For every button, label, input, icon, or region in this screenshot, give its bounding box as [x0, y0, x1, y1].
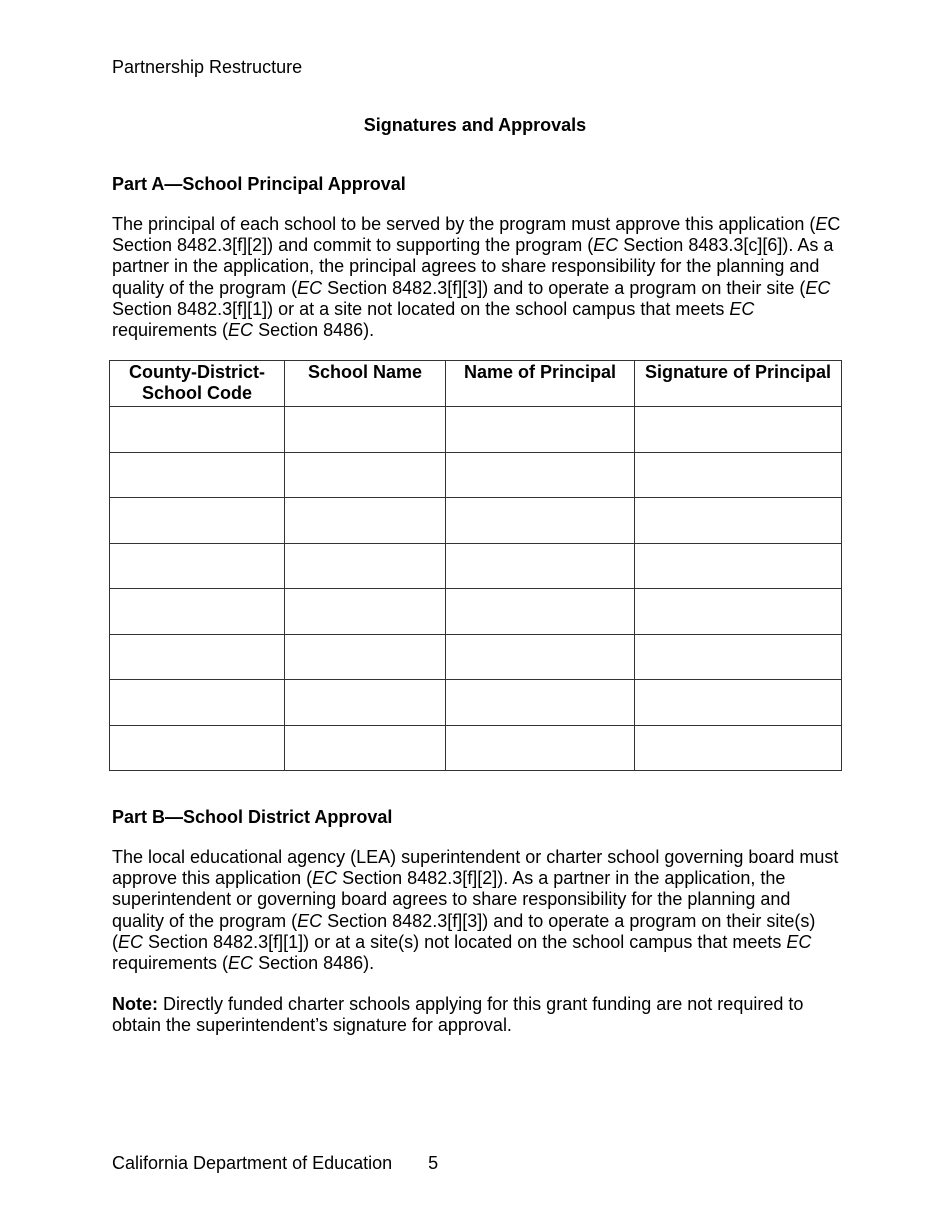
text-segment: Section 8482.3[f][1]) or at a site not located on the school campus that meets [112, 298, 730, 319]
text-segment: The principal of each school to be served by the program must approve this application ( [112, 214, 816, 234]
principal-signature-cell[interactable] [635, 407, 842, 453]
document-title: Signatures and Approvals [363, 115, 587, 135]
principal-name-cell[interactable] [446, 725, 635, 771]
table-row [110, 452, 842, 498]
principal-signature-cell[interactable] [635, 543, 842, 589]
column-header-cds-code: County-District-School Code [110, 361, 285, 407]
part-b-paragraph [112, 847, 842, 974]
cds-code-cell[interactable] [110, 452, 285, 498]
text-segment: Section 8486). [253, 320, 375, 341]
charter-note [112, 994, 842, 1036]
cds-code-cell[interactable] [110, 498, 285, 544]
school-name-cell[interactable] [285, 634, 446, 680]
text-segment: The local educational agency (LEA) superintendent or charter school governing board must approve this application ( [112, 847, 839, 889]
part-a-heading: Part A—School Principal Approval [112, 174, 406, 194]
principal-name-cell[interactable] [446, 680, 635, 726]
table-row [110, 589, 842, 635]
note-text: Directly funded charter schools applying for this grant funding are not required to obtain the superintendent’s signature for approval. [112, 994, 804, 1036]
text-segment: Section 8482.3[f][3]) and to operate a program on their site ( [322, 277, 806, 298]
school-name-cell[interactable] [285, 589, 446, 635]
table-header-row [110, 361, 842, 407]
italic-citation: EC [786, 931, 812, 952]
column-header-principal-signature: Signature of Principal [635, 361, 842, 407]
school-name-cell[interactable] [285, 543, 446, 589]
principal-signature-cell[interactable] [635, 725, 842, 771]
principal-name-cell[interactable] [446, 589, 635, 635]
school-name-cell[interactable] [285, 407, 446, 453]
cds-code-cell[interactable] [110, 634, 285, 680]
part-a-paragraph [112, 214, 842, 341]
principal-signature-cell[interactable] [635, 680, 842, 726]
page-number: 5 [428, 1153, 439, 1173]
principal-signature-cell[interactable] [635, 634, 842, 680]
principal-signature-cell[interactable] [635, 452, 842, 498]
cds-code-cell[interactable] [110, 680, 285, 726]
principal-name-cell[interactable] [446, 407, 635, 453]
italic-citation: EC [228, 953, 254, 974]
footer-organization: California Department of Education [112, 1153, 393, 1173]
school-name-cell[interactable] [285, 725, 446, 771]
italic-citation: EC [118, 931, 144, 952]
text-segment: C Section 8482.3[f][2]) and commit to supporting the program ( [112, 214, 841, 256]
italic-citation: EC [297, 277, 323, 298]
cds-code-cell[interactable] [110, 589, 285, 635]
principal-approval-table [109, 360, 842, 771]
italic-citation: EC [593, 235, 619, 256]
text-segment: Section 8482.3[f][3]) and to operate a program on their site(s) ( [112, 910, 816, 952]
column-header-principal-name: Name of Principal [446, 361, 635, 407]
text-segment: Section 8482.3[f][1]) or at a site(s) not located on the school campus that meets [143, 931, 787, 952]
principal-name-cell[interactable] [446, 634, 635, 680]
principal-signature-cell[interactable] [635, 498, 842, 544]
principal-name-cell[interactable] [446, 452, 635, 498]
italic-citation: EC [297, 910, 323, 931]
text-segment: requirements ( [112, 953, 229, 974]
italic-citation: E [815, 214, 828, 234]
table-row [110, 407, 842, 453]
part-b-heading: Part B—School District Approval [112, 807, 393, 827]
column-header-school-name: School Name [285, 361, 446, 407]
text-segment: Section 8483.3[c][6]). As a partner in the application, the principal agrees to share responsibility for the planning and quality of the program ( [112, 235, 834, 298]
text-segment: Section 8482.3[f][2]). As a partner in the application, the superintendent or governing board agrees to share responsibility for the planning and quality of the program ( [112, 868, 791, 931]
principal-name-cell[interactable] [446, 498, 635, 544]
table-row [110, 498, 842, 544]
cds-code-cell[interactable] [110, 543, 285, 589]
table-row [110, 680, 842, 726]
note-label: Note: [112, 994, 158, 1014]
principal-name-cell[interactable] [446, 543, 635, 589]
school-name-cell[interactable] [285, 498, 446, 544]
table-row [110, 543, 842, 589]
italic-citation: EC [805, 277, 831, 298]
school-name-cell[interactable] [285, 452, 446, 498]
cds-code-cell[interactable] [110, 407, 285, 453]
school-name-cell[interactable] [285, 680, 446, 726]
text-segment: Section 8486). [253, 953, 375, 974]
principal-signature-cell[interactable] [635, 589, 842, 635]
italic-citation: EC [228, 320, 254, 341]
italic-citation: EC [729, 298, 755, 319]
text-segment: requirements ( [112, 320, 229, 341]
page-footer [112, 1153, 438, 1174]
table-row [110, 634, 842, 680]
italic-citation: EC [312, 868, 338, 889]
cds-code-cell[interactable] [110, 725, 285, 771]
running-header: Partnership Restructure [112, 57, 303, 77]
table-row [110, 725, 842, 771]
